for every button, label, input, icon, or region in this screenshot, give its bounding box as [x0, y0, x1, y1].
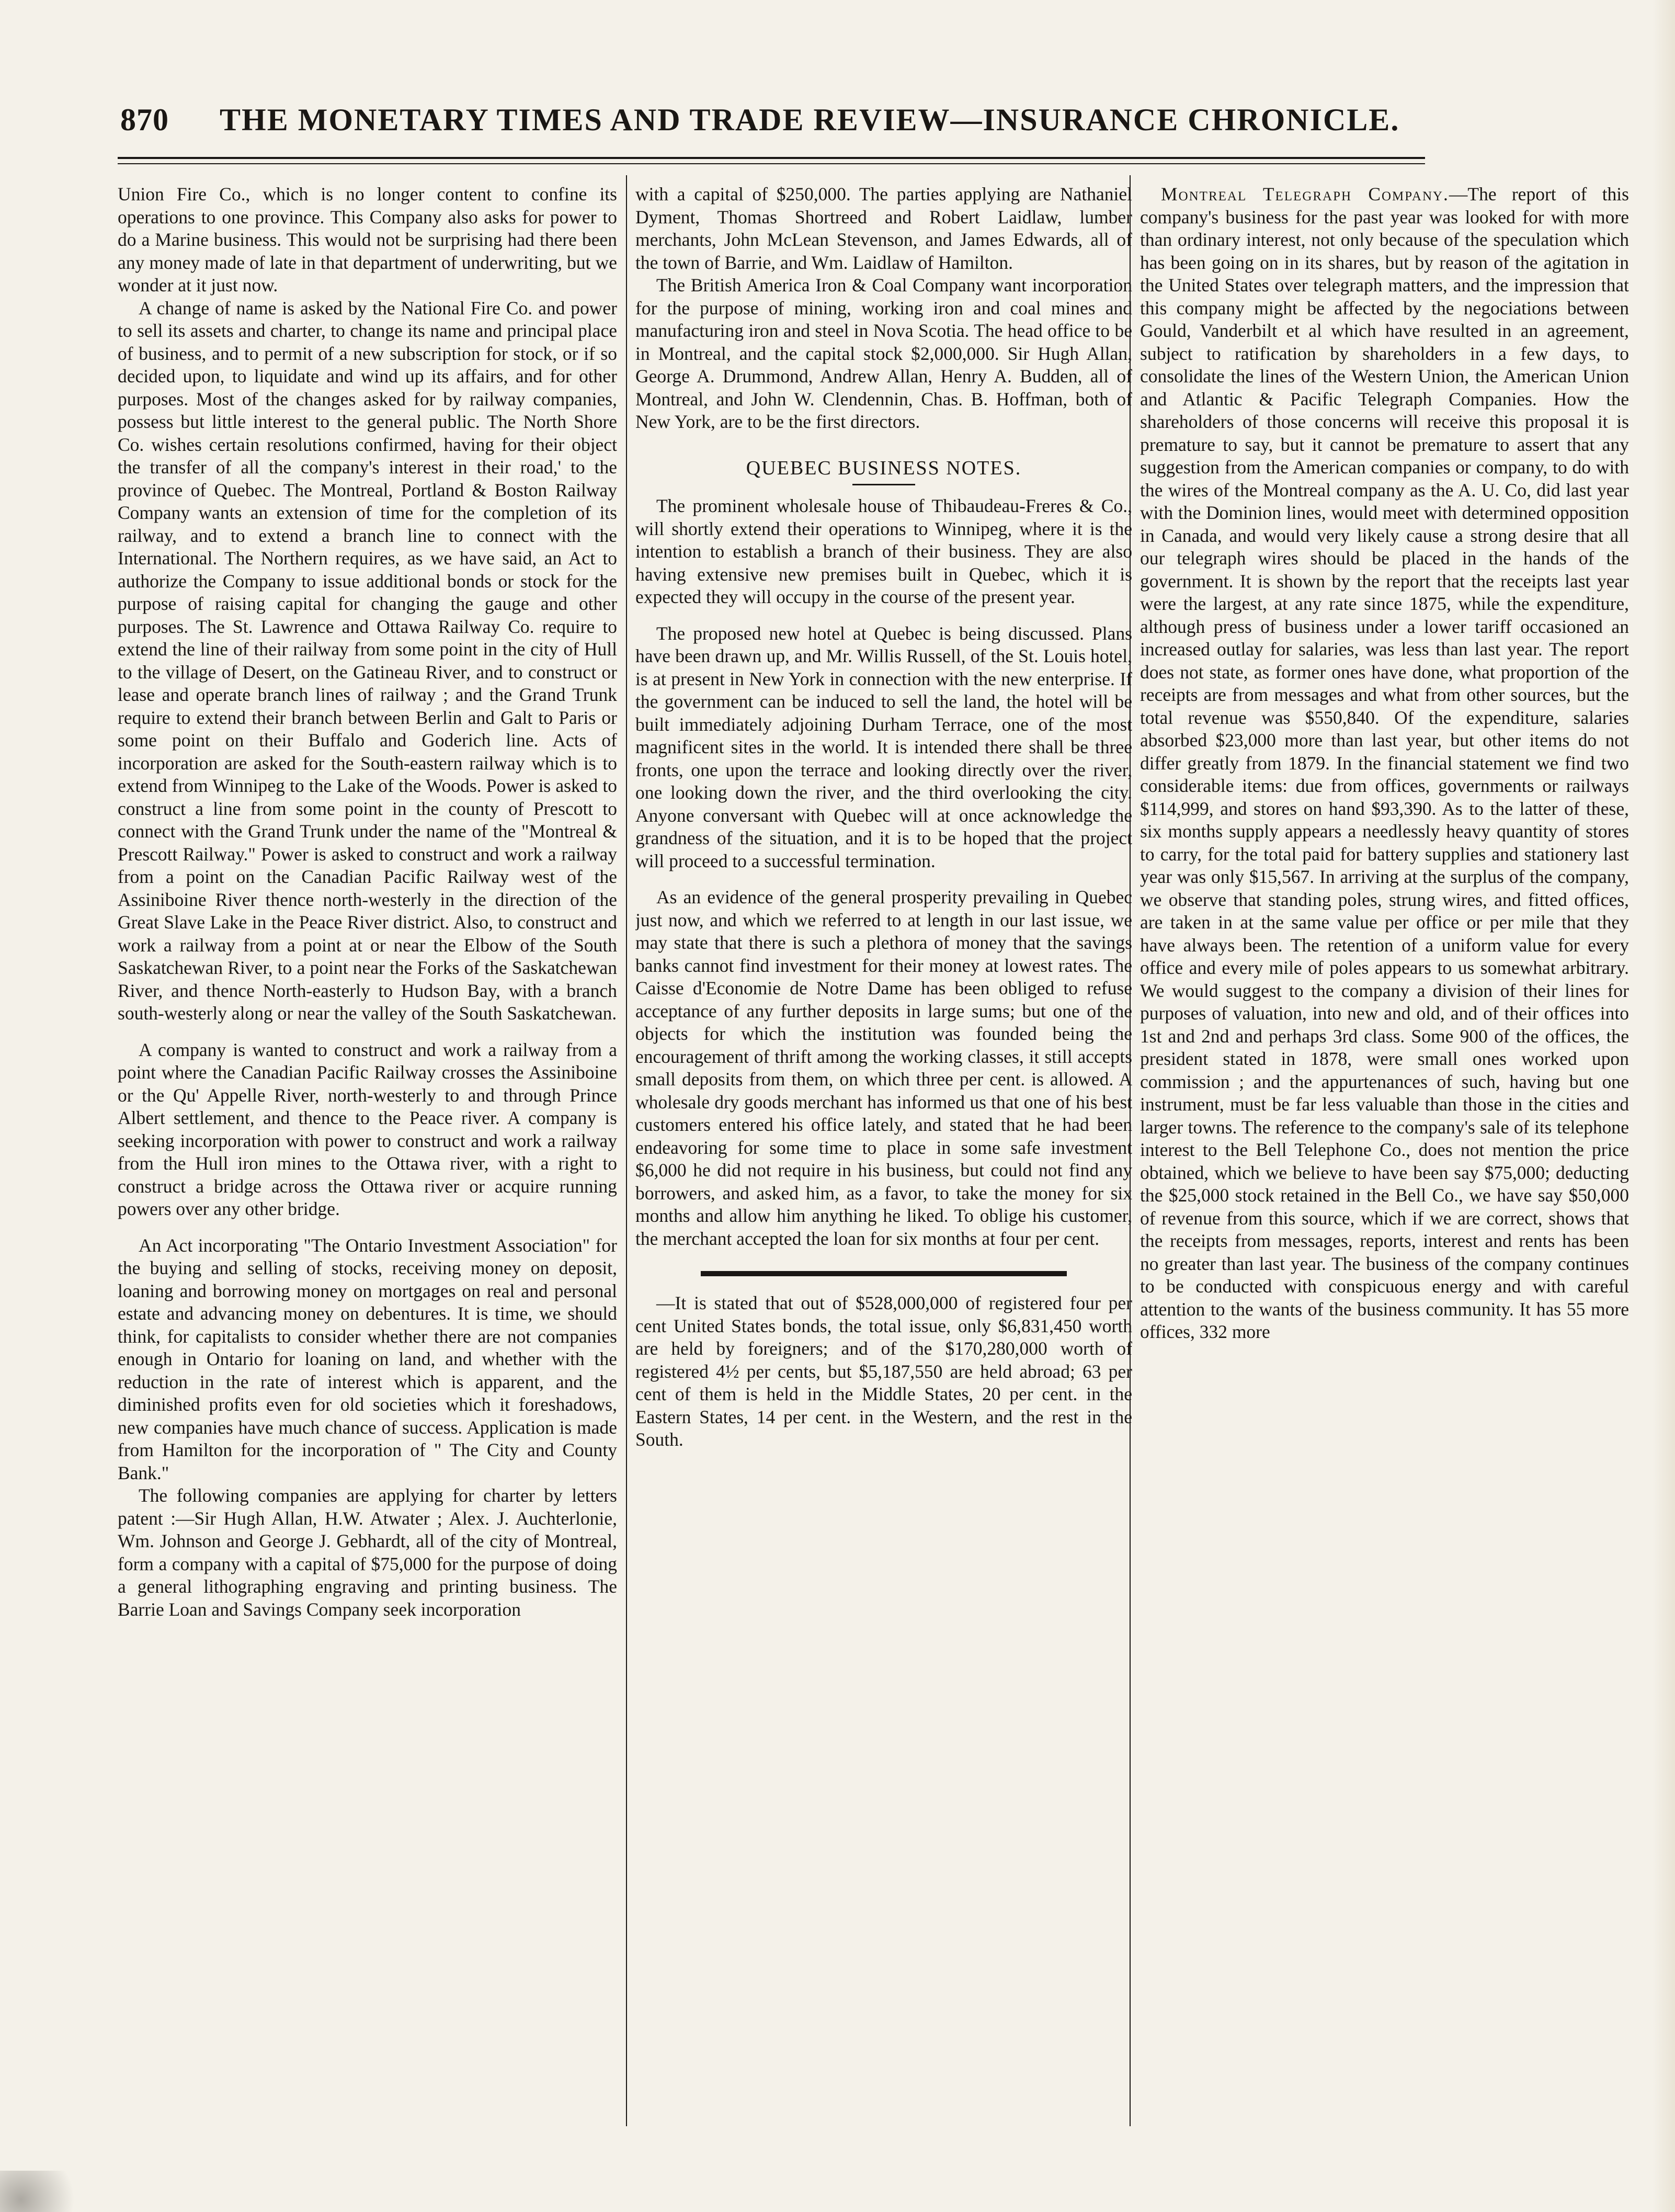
section-heading: QUEBEC BUSINESS NOTES. [746, 457, 1022, 479]
paragraph: The proposed new hotel at Quebec is being discussed. Plans have been drawn up, and Mr. Willis Russell, of the St. Louis hotel, is at present in New York in connection with the new enterprise. If the government can be induced to sell the land, the hotel will be built immediately adjoining Durham Terrace, one of the most magnificent sites in the world. It is intended there shall be three fronts, one upon the terrace and looking directly over the river, one looking down the river, and the third overlooking the city. Anyone conversant with Quebec will at once acknowledge the grandness of the situation, and it is to be hoped that the project will proceed to a successful termination. [635, 622, 1132, 871]
heading-rule [852, 484, 915, 485]
paragraph [1140, 183, 1629, 1344]
paragraph: The following companies are applying for charter by letters patent :—Sir Hugh Allan, H.W. Atwater ; Alex. J. Auchterlonie, Wm. Johnson and George J. Gebhardt, all of the city of Montreal, form a company with a capital of $75,000 for the purpose of doing a general lithographing engraving and printing business. The Barrie Loan and Savings Company seek incorporation [118, 1485, 617, 1620]
column-2 [635, 183, 1132, 2134]
page-header [120, 102, 1422, 144]
section-separator-rule [701, 1271, 1067, 1276]
header-rule-thick [118, 157, 1425, 159]
paragraph: —It is stated that out of $528,000,000 of registered four per cent United States bonds, the total issue, only $6,831,450 worth are held by foreigners; and of the $170,280,000 worth of registered 4½ per cents, but $5,187,550 are held abroad; 63 per cent of them is held in the Middle States, 20 per cent. in the Eastern States, 14 per cent. in the Western, and the rest in the South. [635, 1292, 1132, 1450]
running-head: THE MONETARY TIMES AND TRADE REVIEW—INSURANCE CHRONICLE. [220, 103, 1400, 137]
scan-artifact [0, 2171, 105, 2212]
paragraph: Union Fire Co., which is no longer content to confine its operations to one province. This Company also asks for power to do a Marine business. This would not be surprising had there been any money made of late in that department of underwriting, but we wonder at it just now. [118, 184, 617, 296]
paragraph: The British America Iron & Coal Company want incorporation for the purpose of mining, working iron and coal mines and manufacturing iron and steel in Nova Scotia. The head office to be in Montreal, and the capital stock $2,000,000. Sir Hugh Allan, George A. Drummond, Andrew Allan, Henry A. Budden, all of Montreal, and John W. Clendennin, Chas. B. Hoffman, both of New York, are to be the first directors. [635, 275, 1132, 432]
paragraph: with a capital of $250,000. The parties applying are Nathaniel Dyment, Thomas Shortreed and Robert Laidlaw, lumber merchants, John McLean Stevenson, and James Edwards, all of the town of Barrie, and Wm. Laidlaw of Hamilton. [635, 184, 1132, 273]
paragraph: A company is wanted to construct and work a railway from a point where the Canadian Pacific Railway crosses the Assiniboine or the Qu' Appelle River, north-westerly to and through Prince Albert settlement, and thence to the Peace river. A company is seeking incorporation with power to construct and work a railway from the Hull iron mines to the Ottawa river, with a right to construct a bridge across the Ottawa river or acquire running powers over any other bridge. [118, 1039, 617, 1219]
column-divider-1 [626, 175, 627, 2126]
paragraph: A change of name is asked by the National Fire Co. and power to sell its assets and charter, to change its name and principal place of business, and to permit of a new subscription for stock, or if so decided upon, to liquidate and wind up its affairs, and for other purposes. Most of the changes asked for by railway companies, possess but little interest to the general public. The North Shore Co. wishes certain resolutions confirmed, having for their object the transfer of all the company's interest in their road,' to the province of Quebec. The Montreal, Portland & Boston Railway Company wants an extension of time for the completion of its railway, and to extend a branch line to connect with the International. The Northern requires, as we have said, an Act to authorize the Company to issue additional bonds or stock for the purpose of raising capital for changing the gauge and other purposes. The St. Lawrence and Ottawa Railway Co. require to extend the line of their railway from some point in the city of Hull to the village of Desert, on the Gatineau River, and to construct or lease and operate branch lines of railway ; and the Grand Trunk require to extend their branch between Berlin and Galt to Paris or some point on their Buffalo and Goderich line. Acts of incorporation are asked for the South-eastern railway which is to extend from Winnipeg to the Lake of the Woods. Power is asked to construct a line from some point in the county of Prescott to connect with the Grand Trunk under the name of the "Montreal & Prescott Railway." Power is asked to construct and work a railway from a point on the Canadian Pacific Railway west of the Assiniboine River thence north-westerly in the direction of the Great Slave Lake in the Peace River district. Also, to construct and work a railway from a point at or near the Elbow of the South Saskatchewan River, to a point near the Forks of the Saskatchewan River, and thence North-easterly to Hudson Bay, with a branch south-westerly along or near the valley of the South Saskatchewan. [118, 297, 617, 1024]
page-number: 870 [120, 103, 169, 137]
paragraph: The prominent wholesale house of Thibaudeau-Freres & Co., will shortly extend their operations to Winnipeg, where it is the intention to establish a branch of their business. They are also having extensive new premises built in Quebec, which it is expected they will occupy in the course of the present year. [635, 495, 1132, 607]
column-3 [1140, 183, 1629, 2134]
column-1 [118, 183, 617, 2134]
page-edge [1653, 0, 1675, 2212]
article-lead: Montreal Telegraph Company. [1161, 184, 1449, 205]
paragraph: An Act incorporating "The Ontario Investment Association" for the buying and selling of stocks, receiving money on deposit, loaning and borrowing money on mortgages on real and personal estate and advancing money on debentures. It is time, we should think, for capitalists to consider whether there are not companies enough in Ontario for loaning on land, and whether with the reduction in the rate of interest which is apparent, and the diminished profits even for old societies which it foreshadows, new companies have much chance of success. Application is made from Hamilton for the incorporation of " The City and County Bank." [118, 1234, 617, 1483]
paragraph: As an evidence of the general prosperity prevailing in Quebec just now, and which we referred to at length in our last issue, we may state that there is such a plethora of money that the savings banks cannot find investment for their money at lowest rates. The Caisse d'Economie de Notre Dame has been obliged to refuse acceptance of any further deposits in large sums; but one of the objects for which the institution was founded being the encouragement of thrift among the working classes, it still accepts small deposits from them, on which three per cent. is allowed. A wholesale dry goods merchant has informed us that one of his best customers entered his office lately, and stated that he had been endeavoring for some time to place in some safe investment $6,000 he did not require in his business, but could not find any borrowers, and asked him, as a favor, to take the money for six months and allow him anything he liked. To oblige his customer, the merchant accepted the loan for six months at four per cent. [635, 887, 1132, 1249]
article-body: —The report of this company's business for the past year was looked for with more than ordinary interest, not only because of the speculation which has been going on in its shares, but by reason of the agitation in the United States over telegraph matters, and the impression that this company might be affected by the negociations between Gould, Vanderbilt et al which have resulted in an agreement, subject to ratification by shareholders in a few days, to consolidate the lines of the Western Union, the American Union and Atlantic & Pacific Telegraph Companies. How the shareholders of those concerns will receive this proposal it is premature to say, but it cannot be premature to assert that any suggestion from the American companies or company, to do with the wires of the Montreal company as the A. U. Co, did last year with the Dominion lines, would meet with determined opposition in Canada, and would very likely cause a strong desire that all our telegraph wires should be placed in the hands of the government. It is shown by the report that the receipts last year were the largest, at any rate since 1875, while the expenditure, although press of business under a lower tariff occasioned an increased outlay for salaries, was less than last year. The report does not state, as former ones have done, what proportion of the receipts are from messages and what from other sources, but the total revenue was $550,840. Of the expenditure, salaries absorbed $23,000 more than last year, but other items do not differ greatly from 1879. In the financial statement we find two considerable items: due from offices, governments or railways $114,999, and stores on hand $93,390. As to the latter of these, six months supply appears a needlessly heavy quantity of stores to carry, for the total paid for battery supplies and stationery last year was only $15,567. In arriving at the surplus of the company, we observe that standing poles, strung wires, and fitted offices, are taken in at the same value per office or per mile that they have always been. The retention of a uniform value for every office and every mile of poles appears to us somewhat arbitrary. We would suggest to the company a division of their lines for purposes of valuation, into new and old, and of their offices into 1st and 2nd and perhaps 3rd class. Some 900 of the offices, the president stated in 1878, were small ones worked upon commission ; and the appurtenances of such, having but one instrument, must be far less valuable than those in the cities and larger towns. The reference to the company's sale of its telephone interest to the Bell Telephone Co., does not mention the price obtained, which we believe to have been say $75,000; deducting the $25,000 stock retained in the Bell Co., we have say $50,000 of revenue from this source, which if we are correct, shows that the receipts from messages, reports, interest and rents has been no greater than last year. The business of the company continues to be conducted with conspicuous energy and with careful attention to the wants of the business community. It has 55 more offices, 332 more [1140, 184, 1629, 1342]
header-rule-thin [118, 163, 1425, 164]
